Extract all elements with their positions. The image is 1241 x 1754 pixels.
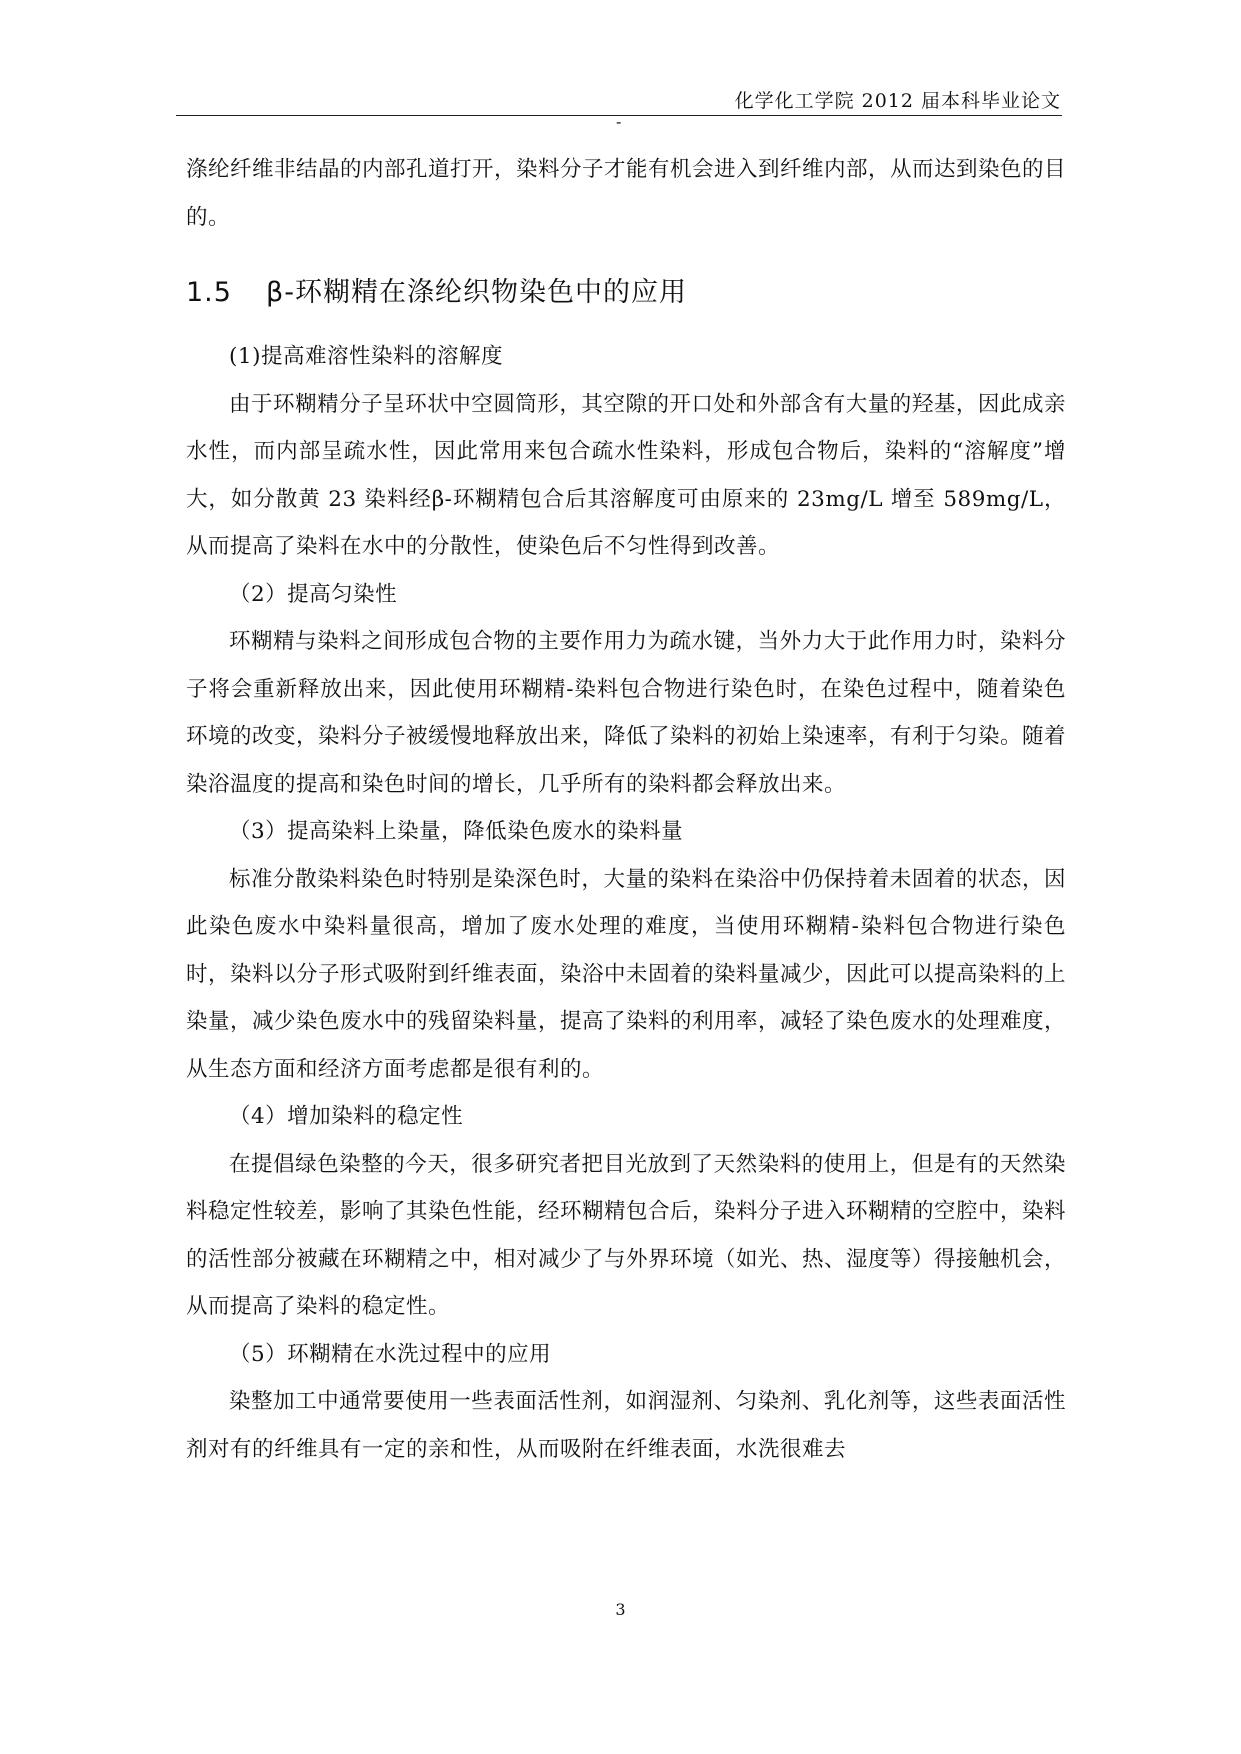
section-title: β-环糊精在涤纶织物染色中的应用 bbox=[266, 277, 687, 308]
section-heading bbox=[186, 271, 1066, 315]
item-body-4: 在提倡绿色染整的今天，很多研究者把目光放到了天然染料的使用上，但是有的天然染料稳定性较差，影响了其染色性能，经环糊精包合后，染料分子进入环糊精的空腔中，染料的活性部分被藏在环糊精之中，相对减少了与外界环境（如光、热、湿度等）得接触机会，从而提高了染料的稳定性。 bbox=[186, 1151, 1067, 1319]
item-body-2: 环糊精与染料之间形成包合物的主要作用力为疏水键，当外力大于此作用力时，染料分子将会重新释放出来，因此使用环糊精-染料包合物进行染色时，在染色过程中，随着染色环境的改变，染料分子被缓慢地释放出来，降低了染料的初始上染速率，有利于匀染。随着染浴温度的提高和染色时间的增长，几乎所有的染料都会释放出来。 bbox=[186, 629, 1067, 797]
running-header: 化学化工学院 2012 届本科毕业论文 bbox=[734, 90, 1061, 112]
item-title-4: （4）增加染料的稳定性 bbox=[229, 1104, 464, 1129]
page-body bbox=[186, 146, 1066, 1473]
item-title-5: （5）环糊精在水洗过程中的应用 bbox=[229, 1341, 552, 1367]
continuation-paragraph: 涤纶纤维非结晶的内部孔道打开，染料分子才能有机会进入到纤维内部，从而达到染色的目的。 bbox=[186, 157, 1067, 230]
item-body-1: 由于环糊精分子呈环状中空圆筒形，其空隙的开口处和外部含有大量的羟基，因此成亲水性，而内部呈疏水性，因此常用来包合疏水性染料，形成包合物后，染料的“溶解度”增大，如分散黄 23 染料经β-环糊精包合后其溶解度可由原来的 23mg/L 增至 589mg/L，从而提高了染料在水中的分散性，使染色后不匀性得到改善。 bbox=[186, 391, 1066, 559]
header-mark: - bbox=[616, 112, 622, 131]
item-title-3: （3）提高染料上染量，降低染色废水的染料量 bbox=[229, 819, 684, 844]
item-title-2: （2）提高匀染性 bbox=[229, 581, 398, 607]
section-number: 1.5 bbox=[186, 277, 232, 308]
item-body-5: 染整加工中通常要使用一些表面活性剂，如润湿剂、匀染剂、乳化剂等，这些表面活性剂对有的纤维具有一定的亲和性，从而吸附在纤维表面，水洗很难去 bbox=[186, 1389, 1066, 1462]
page-number: 3 bbox=[615, 1600, 626, 1619]
item-body-3: 标准分散染料染色时特别是染深色时，大量的染料在染浴中仍保持着未固着的状态，因此染色废水中染料量很高，增加了废水处理的难度，当使用环糊精-染料包合物进行染色时，染料以分子形式吸附到纤维表面，染浴中未固着的染料量减少，因此可以提高染料的上染量，减少染色废水中的残留染料量，提高了染料的利用率，减轻了染色废水的处理难度，从生态方面和经济方面考虑都是很有利的。 bbox=[186, 866, 1067, 1082]
item-title-1: (1)提高难溶性染料的溶解度 bbox=[229, 344, 503, 369]
